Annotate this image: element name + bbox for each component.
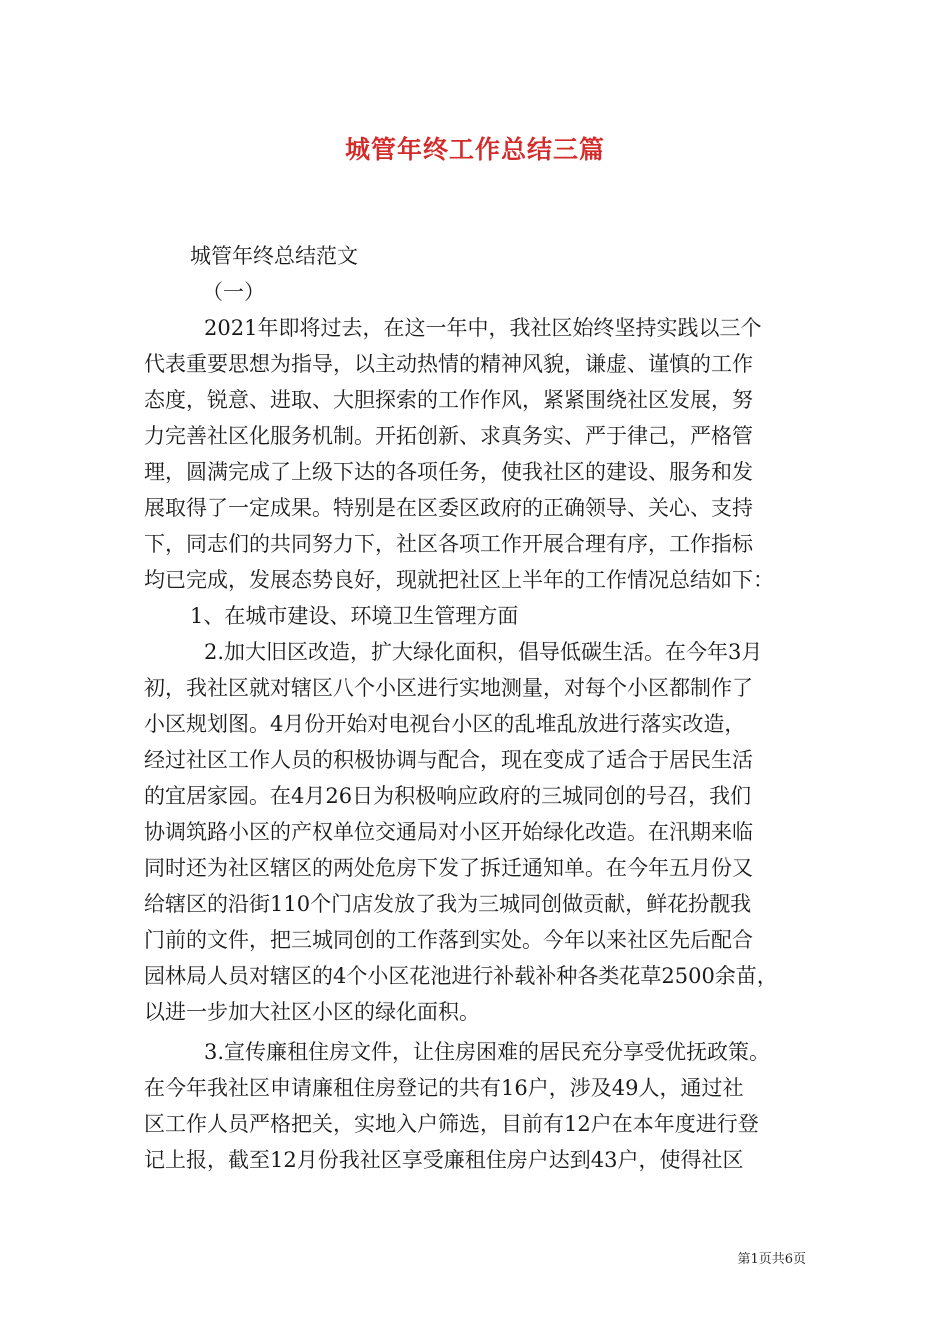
page-number: 第1页共6页 bbox=[737, 1252, 806, 1267]
paragraph-line: 态度，锐意、进取、大胆探索的工作作风，紧紧围绕社区发展，努 bbox=[144, 388, 753, 412]
paragraph-line: 小区规划图。4月份开始对电视台小区的乱堆乱放进行落实改造， bbox=[144, 712, 746, 736]
paragraph-line: 的宜居家园。在4月26日为积极响应政府的三城同创的号召，我们 bbox=[144, 784, 752, 808]
paragraph-line: 均已完成，发展态势良好，现就把社区上半年的工作情况总结如下： bbox=[144, 568, 774, 592]
document-body bbox=[144, 238, 812, 1178]
paragraph-line: 初，我社区就对辖区八个小区进行实地测量，对每个小区都制作了 bbox=[144, 676, 753, 700]
paragraph-line: 门前的文件，把三城同创的工作落到实处。今年以来社区先后配合 bbox=[144, 928, 753, 952]
subsection-number: （一） bbox=[202, 280, 265, 304]
paragraph-line: 记上报，截至12月份我社区享受廉租住房户达到43户，使得社区 bbox=[144, 1148, 744, 1172]
paragraph-line: 园林局人员对辖区的4个小区花池进行补载补种各类花草2500余苗， bbox=[144, 964, 778, 988]
section-heading: 城管年终总结范文 bbox=[190, 244, 358, 268]
paragraph-line: 在今年我社区申请廉租住房登记的共有16户，涉及49人，通过社 bbox=[144, 1076, 744, 1100]
paragraph-line: 力完善社区化服务机制。开拓创新、求真务实、严于律己，严格管 bbox=[144, 424, 753, 448]
paragraph-line: 区工作人员严格把关，实地入户筛选，目前有12户在本年度进行登 bbox=[144, 1112, 759, 1136]
paragraph-line: 2.加大旧区改造，扩大绿化面积，倡导低碳生活。在今年3月 bbox=[204, 640, 763, 664]
paragraph-line: 给辖区的沿街110个门店发放了我为三城同创做贡献，鲜花扮靓我 bbox=[144, 892, 752, 916]
paragraph-line: 2021年即将过去，在这一年中，我社区始终坚持实践以三个 bbox=[204, 316, 762, 340]
paragraph-line: 同时还为社区辖区的两处危房下发了拆迁通知单。在今年五月份又 bbox=[144, 856, 753, 880]
paragraph-line: 3.宣传廉租住房文件，让住房困难的居民充分享受优抚政策。 bbox=[204, 1040, 771, 1064]
item-heading: 1、在城市建设、环境卫生管理方面 bbox=[190, 604, 519, 628]
paragraph-line: 代表重要思想为指导，以主动热情的精神风貌，谦虚、谨慎的工作 bbox=[144, 352, 753, 376]
paragraph-line: 协调筑路小区的产权单位交通局对小区开始绿化改造。在汛期来临 bbox=[144, 820, 753, 844]
paragraph-line: 下，同志们的共同努力下，社区各项工作开展合理有序，工作指标 bbox=[144, 532, 753, 556]
document-title: 城管年终工作总结三篇 bbox=[344, 135, 605, 164]
paragraph-line: 经过社区工作人员的积极协调与配合，现在变成了适合于居民生活 bbox=[144, 748, 753, 772]
paragraph-line: 展取得了一定成果。特别是在区委区政府的正确领导、关心、支持 bbox=[144, 496, 753, 520]
paragraph-line: 理，圆满完成了上级下达的各项任务，使我社区的建设、服务和发 bbox=[144, 460, 753, 484]
paragraph-line: 以进一步加大社区小区的绿化面积。 bbox=[144, 1000, 480, 1024]
